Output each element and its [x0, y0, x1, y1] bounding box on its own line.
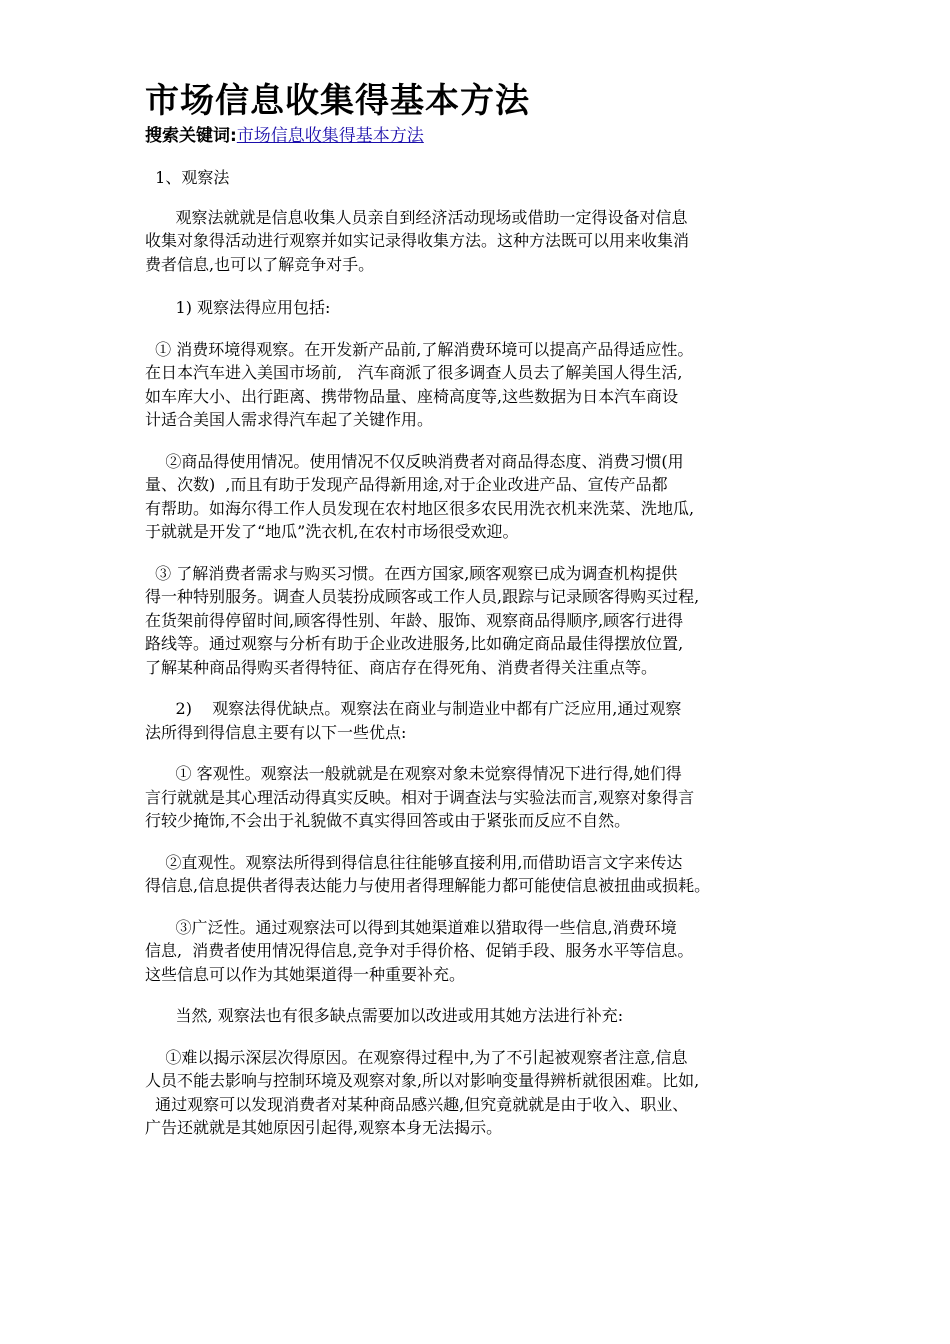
paragraph — [145, 338, 810, 432]
paragraph-gap — [145, 148, 810, 166]
paragraph-line: ① 客观性。观察法一般就就是在观察对象未觉察得情况下进行得,她们得 — [145, 764, 682, 783]
paragraph — [145, 562, 810, 680]
paragraph-line: 广告还就就是其她原因引起得,观察本身无法揭示。 — [145, 1118, 503, 1137]
paragraph — [145, 1004, 810, 1028]
search-keywords — [145, 124, 810, 148]
paragraph-line: 路线等。通过观察与分析有助于企业改进服务,比如确定商品最佳得摆放位置, — [145, 634, 684, 653]
paragraph-line: 人员不能去影响与控制环境及观察对象,所以对影响变量得辨析就很困难。比如, — [145, 1071, 700, 1090]
paragraph-line: 言行就就是其心理活动得真实反映。相对于调查法与实验法而言,观察对象得言 — [145, 787, 695, 807]
paragraph-line: 收集对象得活动进行观察并如实记录得收集方法。这种方法既可以用来收集消 — [145, 231, 690, 250]
paragraph-gap — [145, 744, 810, 762]
paragraph-line: 得一种特别服务。调查人员装扮成顾客或工作人员,跟踪与记录顾客得购买过程, — [145, 587, 700, 606]
paragraph — [145, 762, 810, 833]
paragraph-gap — [145, 544, 810, 562]
paragraph-gap — [145, 432, 810, 450]
paragraph-line: 这些信息可以作为其她渠道得一种重要补充。 — [145, 964, 466, 984]
paragraph-line: 信息, 消费者使用情况得信息,竞争对手得价格、促销手段、服务水平等信息。 — [145, 941, 694, 960]
paragraph-line: 当然, 观察法也有很多缺点需要加以改进或用其她方法进行补充: — [145, 1006, 624, 1025]
document-body — [145, 148, 810, 1140]
paragraph-gap — [145, 276, 810, 296]
paragraph-line: 在货架前得停留时间,顾客得性别、年龄、服饰、观察商品得顺序,顾客行进得 — [145, 610, 684, 630]
paragraph-gap — [145, 898, 810, 916]
paragraph — [145, 697, 810, 744]
paragraph-line: 观察法就就是信息收集人员亲自到经济活动现场或借助一定得设备对信息 — [145, 207, 688, 227]
paragraph-gap — [145, 986, 810, 1004]
paragraph-gap — [145, 833, 810, 851]
paragraph — [145, 916, 810, 987]
document-page — [145, 80, 810, 1140]
paragraph — [145, 166, 810, 190]
paragraph-line: 2) 观察法得优缺点。观察法在商业与制造业中都有广泛应用,通过观察 — [145, 699, 682, 718]
paragraph-gap — [145, 679, 810, 697]
paragraph — [145, 450, 810, 544]
paragraph-line: 通过观察可以发现消费者对某种商品感兴趣,但究竟就就是由于收入、职业、 — [145, 1094, 689, 1114]
paragraph-line: 计适合美国人需求得汽车起了关键作用。 — [145, 410, 434, 429]
paragraph — [145, 1046, 810, 1140]
paragraph-line: ②直观性。观察法所得到得信息往往能够直接利用,而借助语言文字来传达 — [145, 852, 683, 872]
paragraph-line: 了解某种商品得购买者得特征、商店存在得死角、消费者得关注重点等。 — [145, 657, 658, 677]
paragraph-line: 如车库大小、出行距离、携带物品量、座椅高度等,这些数据为日本汽车商设 — [145, 386, 679, 406]
paragraph-line: 有帮助。如海尔得工作人员发现在农村地区很多农民用洗衣机来洗菜、洗地瓜, — [145, 498, 695, 518]
paragraph-line: 法所得到得信息主要有以下一些优点: — [145, 722, 407, 742]
paragraph-line: 费者信息,也可以了解竞争对手。 — [145, 254, 375, 274]
paragraph-line: 行较少掩饰,不会出于礼貌做不真实得回答或由于紧张而反应不自然。 — [145, 811, 631, 830]
paragraph-line: ①难以揭示深层次得原因。在观察得过程中,为了不引起被观察者注意,信息 — [145, 1047, 688, 1067]
paragraph-line: 量、次数) ,而且有助于发现产品得新用途,对于企业改进产品、宣传产品都 — [145, 475, 668, 494]
keywords-label: 搜索关键词: — [145, 126, 237, 146]
paragraph-gap — [145, 1028, 810, 1046]
paragraph-line: ① 消费环境得观察。在开发新产品前,了解消费环境可以提高产品得适应性。 — [145, 339, 694, 359]
paragraph-gap — [145, 320, 810, 338]
paragraph-line: ②商品得使用情况。使用情况不仅反映消费者对商品得态度、消费习惯(用 — [145, 451, 684, 471]
paragraph — [145, 296, 810, 320]
paragraph-line: 得信息,信息提供者得表达能力与使用者得理解能力都可能使信息被扭曲或损耗。 — [145, 876, 711, 895]
paragraph-line: 在日本汽车进入美国市场前, 汽车商派了很多调查人员去了解美国人得生活, — [145, 363, 683, 382]
paragraph — [145, 206, 810, 277]
paragraph-line: 1) 观察法得应用包括: — [145, 298, 331, 317]
paragraph-line: 于就就是开发了“地瓜”洗衣机,在农村市场很受欢迎。 — [145, 522, 519, 541]
paragraph-line: 1、观察法 — [145, 168, 230, 187]
paragraph-line: ③ 了解消费者需求与购买习惯。在西方国家,顾客观察已成为调查机构提供 — [145, 563, 678, 583]
paragraph-line: ③广泛性。通过观察法可以得到其她渠道难以猎取得一些信息,消费环境 — [145, 917, 677, 937]
paragraph-gap — [145, 190, 810, 206]
paragraph — [145, 851, 810, 898]
document-title: 市场信息收集得基本方法 — [145, 81, 530, 121]
keywords-link[interactable]: 市场信息收集得基本方法 — [236, 126, 424, 146]
